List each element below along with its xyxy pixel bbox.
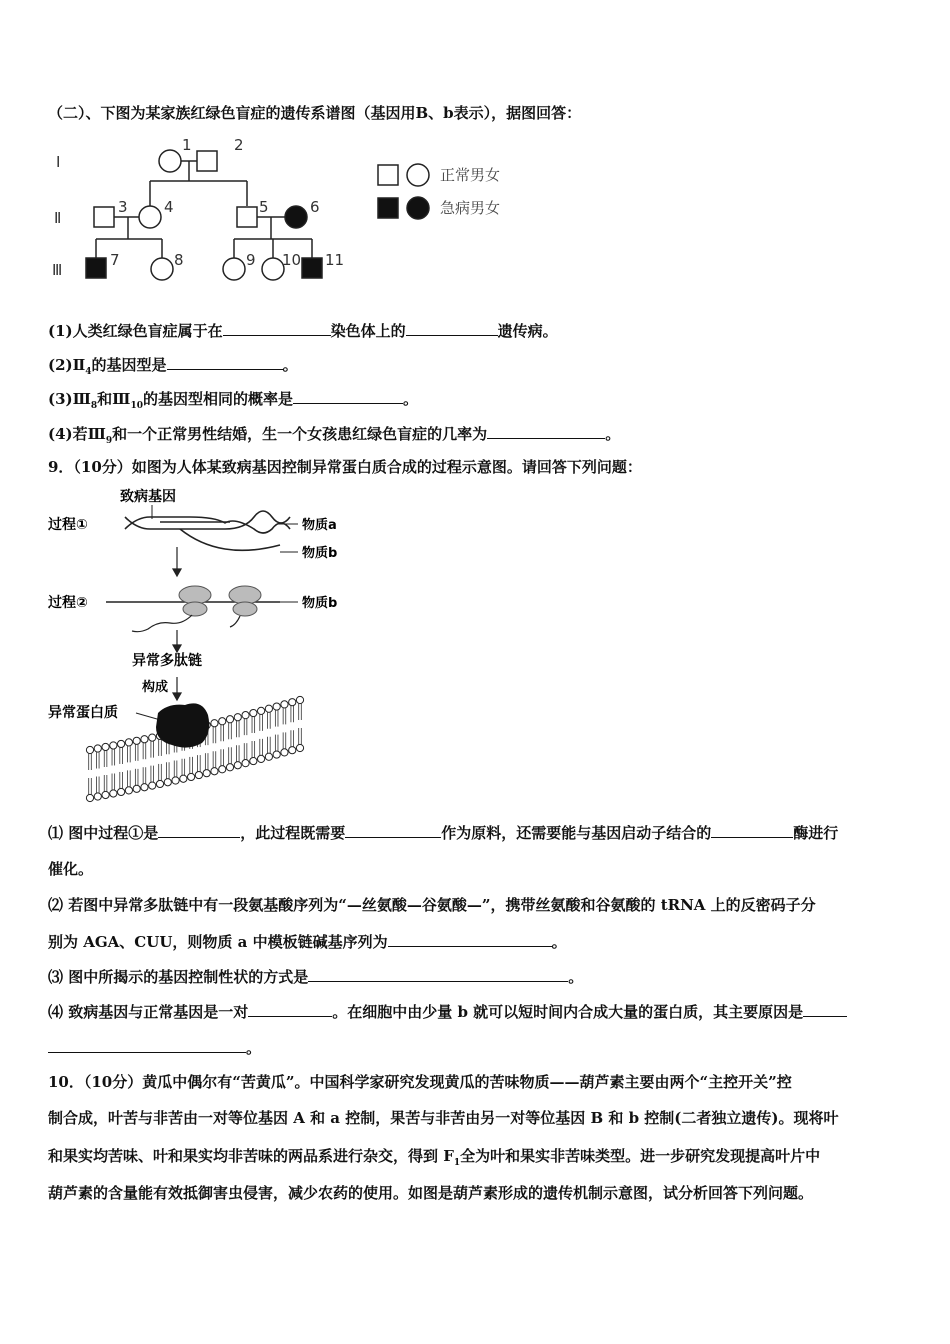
individual-number: 1 xyxy=(182,136,192,154)
section-intro: （二）、下图为某家族红绿色盲症的遗传系谱图（基因用B、b表示），据图回答： xyxy=(48,104,582,122)
q8-sub4: (4)若$Ⅲ_9$和一个正常男性结婚，生一个女孩患红绿色盲症的几率为 。 xyxy=(48,425,621,446)
phospholipid-head xyxy=(164,779,171,786)
q10-line1: 10．（10分）黄瓜中偶尔有“苦黄瓜”。中国科学家研究发现黄瓜的苦味物质——葫芦素主要由两个“主控开关”控 xyxy=(48,1073,792,1091)
phospholipid-head xyxy=(296,696,303,703)
phospholipid-head xyxy=(86,746,93,753)
individual-number: 4 xyxy=(164,198,174,216)
q9-sub2: ⑵ 若图中异常多肽链中有一段氨基酸序列为“—丝氨酸—谷氨酸—”，携带丝氨酸和谷氨酸的 tRNA 上的反密码子分 xyxy=(48,896,816,914)
answer-blank[interactable] xyxy=(711,822,793,838)
phospholipid-head xyxy=(172,777,179,784)
phospholipid-head xyxy=(125,739,132,746)
individual-2 xyxy=(197,151,217,171)
process2-label: 过程② xyxy=(48,595,88,611)
individual-9 xyxy=(223,258,245,280)
phospholipid-head xyxy=(188,773,195,780)
generation-label: Ⅰ xyxy=(56,153,61,171)
q10-line3: 和果实均苦味、叶和果实均非苦味的两品系进行杂交，得到 $F_1$全为叶和果实非苦味类型。进一步研究发现提高叶片中 xyxy=(48,1147,821,1168)
phospholipid-head xyxy=(133,737,140,744)
phospholipid-head xyxy=(125,787,132,794)
process1-label: 过程① xyxy=(48,517,88,533)
individual-number: 9 xyxy=(246,251,256,269)
phospholipid-head xyxy=(102,791,109,798)
phospholipid-head xyxy=(234,714,241,721)
phospholipid-head xyxy=(258,707,265,714)
phospholipid-head xyxy=(250,709,257,716)
phospholipid-head xyxy=(258,755,265,762)
individual-7 xyxy=(86,258,106,278)
individual-3 xyxy=(94,207,114,227)
individual-5 xyxy=(237,207,257,227)
legend-affected-male xyxy=(378,198,398,218)
individual-10 xyxy=(262,258,284,280)
compose-label: 构成 xyxy=(142,680,169,695)
phospholipid-head xyxy=(149,734,156,741)
individual-4 xyxy=(139,206,161,228)
phospholipid-head xyxy=(110,790,117,797)
individual-8 xyxy=(151,258,173,280)
phospholipid-head xyxy=(94,793,101,800)
individual-number: 10 xyxy=(282,251,302,269)
q9-sub1-cont: 催化。 xyxy=(48,860,94,878)
substance-a-label: 物质a xyxy=(302,518,337,533)
q9-sub1: ⑴ 图中过程①是 ，此过程既需要 作为原料，还需要能与基因启动子结合的 酶进行 xyxy=(48,824,839,842)
individual-number: 5 xyxy=(259,198,269,216)
pedigree-chart xyxy=(40,130,540,290)
answer-blank[interactable] xyxy=(223,320,331,336)
individual-number: 2 xyxy=(234,136,244,154)
phospholipid-head xyxy=(226,764,233,771)
phospholipid-head xyxy=(211,720,218,727)
phospholipid-head xyxy=(219,766,226,773)
phospholipid-head xyxy=(94,745,101,752)
individual-number: 11 xyxy=(325,251,345,269)
q8-sub2: $(2)Ⅱ_4$的基因型是 。 xyxy=(48,356,298,377)
ribosome xyxy=(179,586,211,616)
individual-number: 6 xyxy=(310,198,320,216)
phospholipid-head xyxy=(141,736,148,743)
answer-blank[interactable] xyxy=(48,1037,246,1053)
protein-blob xyxy=(156,703,209,747)
phospholipid-head xyxy=(289,747,296,754)
phospholipid-head xyxy=(296,744,303,751)
phospholipid-head xyxy=(118,788,125,795)
phospholipid-head xyxy=(250,757,257,764)
q9-sub4-cont: 。 xyxy=(48,1037,261,1058)
phospholipid-head xyxy=(156,780,163,787)
q9-sub4: ⑷ 致病基因与正常基因是一对 。在细胞中由少量 b 就可以短时间内合成大量的蛋白质，其主要原因是 xyxy=(48,1001,847,1022)
legend-normal-label: 正常男女 xyxy=(440,166,501,184)
phospholipid-head xyxy=(102,743,109,750)
phospholipid-head xyxy=(211,768,218,775)
phospholipid-head xyxy=(281,749,288,756)
phospholipid-head xyxy=(289,699,296,706)
phospholipid-head xyxy=(234,762,241,769)
answer-blank[interactable] xyxy=(158,822,240,838)
phospholipid-head xyxy=(149,782,156,789)
q9-title: 9．（10分）如图为人体某致病基因控制异常蛋白质合成的过程示意图。请回答下列问题： xyxy=(48,458,642,476)
answer-blank[interactable] xyxy=(388,931,552,947)
answer-blank[interactable] xyxy=(803,1001,847,1017)
gene-label: 致病基因 xyxy=(120,489,176,505)
q8-sub1: (1)人类红绿色盲症属于在 染色体上的 遗传病。 xyxy=(48,322,558,340)
phospholipid-head xyxy=(110,742,117,749)
phospholipid-head xyxy=(180,775,187,782)
q8-sub3: $(3)Ⅲ_8$和$Ⅲ_{10}$的基因型相同的概率是 。 xyxy=(48,390,419,411)
answer-blank[interactable] xyxy=(167,354,283,370)
generation-label: Ⅲ xyxy=(52,261,63,279)
answer-blank[interactable] xyxy=(308,966,568,982)
q10-line2: 制合成，叶苦与非苦由一对等位基因 A 和 a 控制，果苦与非苦由另一对等位基因 B 和 b 控制(二者独立遗传)。现将叶 xyxy=(48,1109,839,1127)
legend-affected-female xyxy=(407,197,429,219)
legend-affected-label: 急病男女 xyxy=(440,199,501,217)
polypeptide-label: 异常多肽链 xyxy=(132,653,202,669)
individual-number: 7 xyxy=(110,251,120,269)
gene-expression-diagram xyxy=(40,485,370,805)
answer-blank[interactable] xyxy=(345,822,441,838)
phospholipid-head xyxy=(273,703,280,710)
phospholipid-head xyxy=(226,716,233,723)
answer-blank[interactable] xyxy=(487,423,605,439)
phospholipid-head xyxy=(203,770,210,777)
answer-blank[interactable] xyxy=(248,1001,332,1017)
answer-blank[interactable] xyxy=(293,388,403,404)
individual-11 xyxy=(302,258,322,278)
generation-label: Ⅱ xyxy=(54,209,62,227)
substance-b-label-2: 物质b xyxy=(302,596,338,611)
phospholipid-head xyxy=(281,701,288,708)
protein-label: 异常蛋白质 xyxy=(48,705,118,721)
q9-sub2-cont: 别为 AGA、CUU，则物质 a 中模板链碱基序列为 。 xyxy=(48,933,567,951)
individual-6 xyxy=(285,206,307,228)
phospholipid-head xyxy=(118,740,125,747)
individual-number: 3 xyxy=(118,198,128,216)
phospholipid-head xyxy=(265,705,272,712)
phospholipid-head xyxy=(219,718,226,725)
substance-b-label: 物质b xyxy=(302,546,338,561)
phospholipid-head xyxy=(133,785,140,792)
legend-normal-female xyxy=(407,164,429,186)
phospholipid-head xyxy=(242,712,249,719)
phospholipid-head xyxy=(242,760,249,767)
phospholipid-head xyxy=(265,753,272,760)
q10-line4: 葫芦素的含量能有效抵御害虫侵害，减少农药的使用。如图是葫芦素形成的遗传机制示意图，试分析回答下列问题。 xyxy=(48,1184,814,1202)
phospholipid-head xyxy=(141,784,148,791)
answer-blank[interactable] xyxy=(406,320,498,336)
phospholipid-head xyxy=(273,751,280,758)
q9-sub3: ⑶ 图中所揭示的基因控制性状的方式是 。 xyxy=(48,968,584,986)
ribosome xyxy=(229,586,261,616)
phospholipid-head xyxy=(195,771,202,778)
individual-1 xyxy=(159,150,181,172)
legend-normal-male xyxy=(378,165,398,185)
individual-number: 8 xyxy=(174,251,184,269)
phospholipid-head xyxy=(86,794,93,801)
